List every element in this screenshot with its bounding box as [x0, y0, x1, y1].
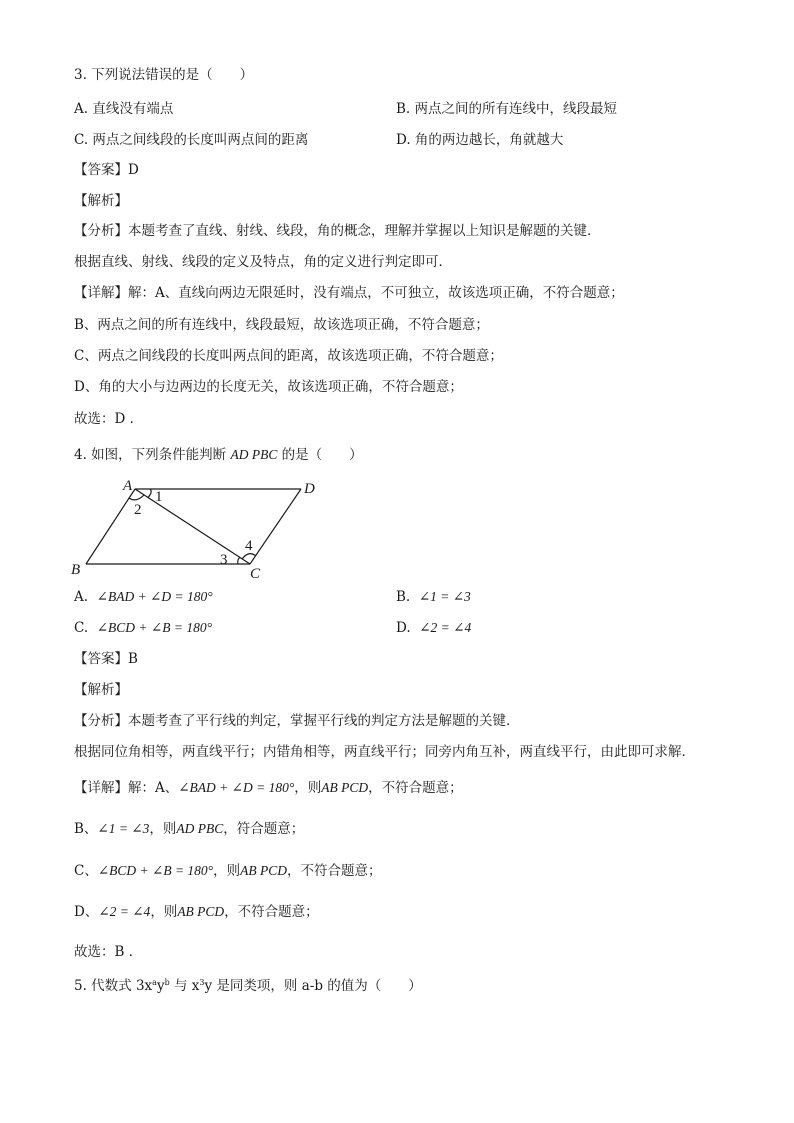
q5-stem-pre: 5. 代数式 3x [74, 978, 153, 994]
q4-option-a-math: ∠BAD + ∠D = 180° [96, 589, 213, 604]
q4-detail-c [74, 862, 381, 880]
q4-detail-a-result: AB PCD [321, 780, 369, 795]
q4-detail-d-condition: ∠2 = ∠4 [98, 904, 151, 919]
q4-fenxi: 【分析】本题考查了平行线的判定，掌握平行线的判定方法是解题的关键． [74, 713, 520, 729]
q4-detail-c-result: AB PCD [240, 863, 287, 878]
q4-option-a-letter: A. [74, 589, 89, 605]
q4-detail-c-pre: C、 [74, 863, 98, 879]
q3-answer: 【答案】D [74, 162, 139, 178]
q5-exponent-b: b [164, 978, 170, 987]
q4-conclusion: 故选：B ． [74, 944, 143, 960]
segment-cd [250, 489, 301, 564]
q4-stem-post: 的是（ ） [281, 447, 363, 463]
q3-stem: 3. 下列说法错误的是（ ） [74, 67, 254, 83]
q4-detail-b-result: AD PBC [176, 821, 224, 836]
q4-detail-c-post: ，不符合题意； [286, 863, 382, 879]
parallelogram-figure [68, 477, 330, 581]
vertex-c-label: C [250, 566, 261, 581]
q3-detail-c: C、两点之间线段的长度叫两点间的距离，故该选项正确，不符合题意； [74, 348, 503, 364]
angle-3-arc [238, 558, 240, 565]
q4-detail-b-condition: ∠1 = ∠3 [97, 821, 150, 836]
q4-stem-math: AD PBC [230, 447, 278, 462]
q4-option-b-letter: B. [396, 589, 411, 605]
q4-option-b-math: ∠1 = ∠3 [418, 589, 471, 604]
q3-fenxi: 【分析】本题考查了直线、射线、线段，角的概念，理解并掌握以上知识是解题的关键． [74, 223, 601, 239]
q4-detail-d-result: AB PCD [177, 904, 225, 919]
q4-stem [74, 446, 363, 464]
q5-exponent-3: 3 [199, 978, 205, 987]
angle-2-label: 2 [134, 502, 142, 518]
q3-analysis-heading: 【解析】 [74, 193, 128, 209]
q4-option-c-letter: C. [74, 620, 89, 636]
q4-detail-c-then: ，则 [213, 863, 241, 879]
q4-option-a [74, 588, 213, 606]
q4-option-b [396, 588, 471, 606]
angle-4-label: 4 [245, 538, 253, 554]
q4-detail-d-then: ，则 [150, 904, 178, 920]
q3-option-b: B. 两点之间的所有连线中，线段最短 [396, 101, 618, 117]
q4-stem-pre: 4. 如图，下列条件能判断 [74, 447, 227, 463]
q3-option-a: A. 直线没有端点 [74, 101, 174, 117]
q3-xiangjie: 【详解】解：A、直线向两边无限延时，没有端点，不可独立，故该选项正确，不符合题意； [74, 285, 624, 301]
q4-analysis-heading: 【解析】 [74, 682, 128, 698]
vertex-a-label: A [123, 478, 133, 494]
q5-stem-y: y [156, 978, 165, 994]
angle-1-label: 1 [155, 489, 163, 505]
q3-fenxi-2: 根据直线、射线、线段的定义及特点，角的定义进行判定即可． [74, 254, 452, 270]
q4-detail-a-pre: 【详解】解：A、 [74, 780, 179, 796]
q4-option-c [74, 619, 212, 637]
q4-option-d [396, 619, 471, 637]
q4-detail-b [74, 820, 304, 838]
q4-detail-a-post: ，不符合题意； [368, 780, 463, 796]
q5-exponent-a: a [152, 978, 157, 987]
vertex-d-label: D [304, 481, 315, 497]
q4-answer: 【答案】B [74, 651, 138, 667]
q4-option-c-math: ∠BCD + ∠B = 180° [96, 620, 212, 635]
q3-conclusion: 故选：D ． [74, 411, 144, 427]
vertex-b-label: B [71, 562, 81, 578]
q3-option-d: D. 角的两边越长，角就越大 [396, 132, 564, 148]
q4-detail-d-post: ，不符合题意； [224, 904, 319, 920]
q3-detail-d: D、角的大小与边两边的长度无关，故该选项正确，不符合题意； [74, 379, 463, 395]
q4-detail-b-pre: B、 [74, 821, 98, 837]
q5-stem-post: y 是同类项，则 a-b 的值为（ ） [204, 978, 422, 994]
q4-detail-a [74, 779, 463, 797]
q5-stem [74, 977, 422, 995]
q4-option-d-math: ∠2 = ∠4 [419, 620, 472, 635]
segment-ab [86, 489, 135, 564]
q4-detail-b-then: ，则 [149, 821, 177, 837]
q4-fenxi-2: 根据同位角相等，两直线平行；内错角相等，两直线平行；同旁内角互补，两直线平行，由此即可求解． [74, 744, 695, 760]
q4-detail-a-condition: ∠BAD + ∠D = 180° [178, 780, 295, 795]
angle-1-arc [148, 489, 151, 498]
angle-3-label: 3 [220, 552, 228, 568]
q4-detail-a-then: ，则 [294, 780, 322, 796]
q3-option-c: C. 两点之间线段的长度叫两点间的距离 [74, 132, 309, 148]
q3-detail-b: B、两点之间的所有连线中，线段最短，故该选项正确，不符合题意； [74, 317, 489, 333]
q4-detail-d [74, 903, 319, 921]
q4-option-d-letter: D. [396, 620, 411, 636]
q4-detail-b-post: ，符合题意； [223, 821, 305, 837]
diagonal-ac [135, 489, 250, 564]
q4-detail-d-pre: D、 [74, 904, 99, 920]
q4-detail-c-condition: ∠BCD + ∠B = 180° [97, 863, 214, 878]
q5-stem-mid: 与 x [169, 978, 200, 994]
